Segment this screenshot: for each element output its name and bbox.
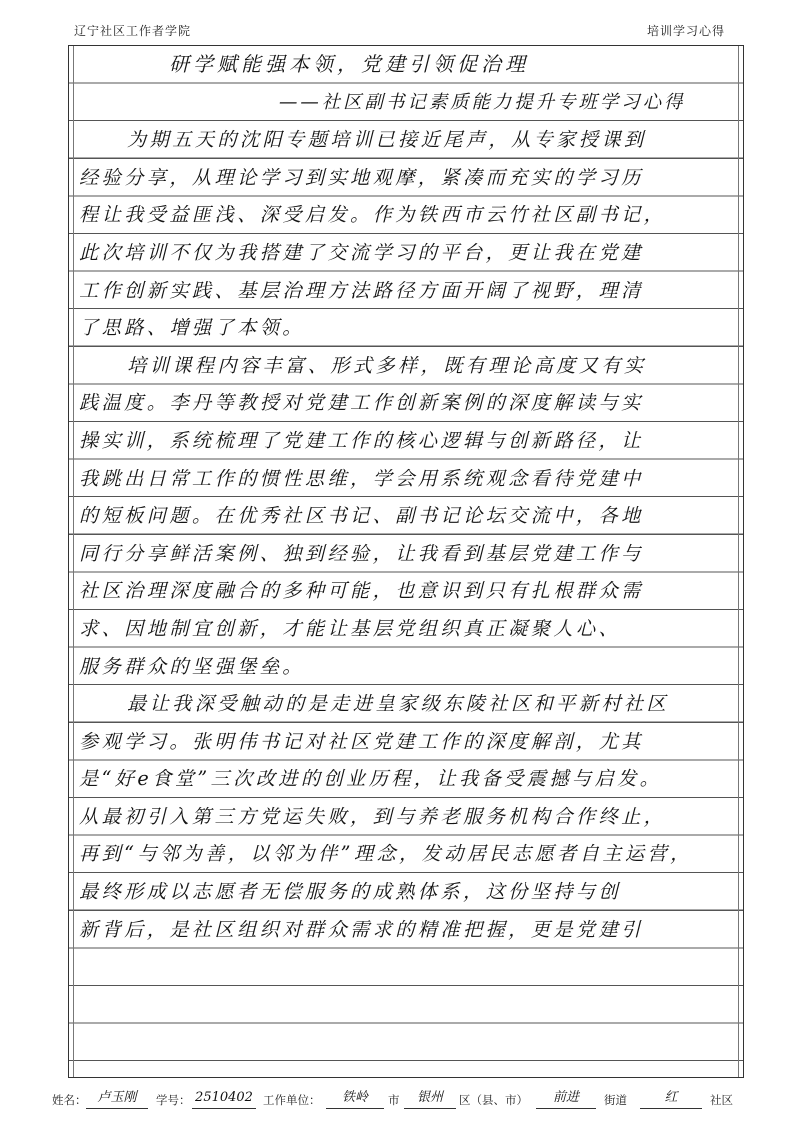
essay-body xyxy=(69,46,743,948)
student-info-footer xyxy=(0,1088,799,1112)
essay-line: 同行分享鲜活案例、独到经验，让我看到基层党建工作与 xyxy=(79,541,644,565)
street-label: 街道 xyxy=(604,1093,627,1107)
name-field: 卢玉刚 xyxy=(86,1088,148,1109)
community-field: 红 xyxy=(640,1088,702,1109)
street-field: 前进 xyxy=(536,1088,596,1109)
essay-line: 求、因地制宜创新，才能让基层党组织真正凝聚人心、 xyxy=(79,616,622,640)
essay-subtitle: ——社区副书记素质能力提升专班学习心得 xyxy=(279,91,686,113)
essay-line: 此次培训不仅为我搭建了交流学习的平台，更让我在党建 xyxy=(79,240,644,264)
essay-line: 践温度。李丹等教授对党建工作创新案例的深度解读与实 xyxy=(79,391,644,415)
student-id-field: 2510402 xyxy=(192,1088,256,1109)
essay-line: 培训课程内容丰富、形式多样，既有理论高度又有实 xyxy=(127,353,647,377)
document-type: 培训学习心得 xyxy=(646,24,725,38)
essay-line: 程让我受益匪浅、深受启发。作为铁西市云竹社区副书记， xyxy=(79,203,667,227)
city-label: 市 xyxy=(388,1093,400,1107)
essay-line: 社区治理深度融合的多种可能，也意识到只有扎根群众需 xyxy=(79,579,644,603)
name-label: 姓名： xyxy=(52,1093,87,1107)
work-unit-label: 工作单位： xyxy=(263,1093,321,1107)
essay-line: 最让我深受触动的是走进皇家级东陵社区和平新村社区 xyxy=(127,692,670,716)
essay-line: 再到“与邻为善，以邻为伴”理念，发动居民志愿者自主运营， xyxy=(79,842,693,866)
essay-line: 的短板问题。在优秀社区书记、副书记论坛交流中，各地 xyxy=(79,504,644,528)
essay-line: 服务群众的坚强堡垒。 xyxy=(79,654,305,678)
lined-writing-sheet xyxy=(68,45,744,1078)
page-header xyxy=(0,22,799,42)
essay-line: 工作创新实践、基层治理方法路径方面开阔了视野，理清 xyxy=(79,278,644,302)
essay-line: 操实训，系统梳理了党建工作的核心逻辑与创新路径，让 xyxy=(79,428,644,452)
essay-line: 参观学习。张明伟书记对社区党建工作的深度解剖，尤其 xyxy=(79,729,644,753)
essay-line: 为期五天的沈阳专题培训已接近尾声，从专家授课到 xyxy=(127,128,647,152)
essay-line: 我跳出日常工作的惯性思维，学会用系统观念看待党建中 xyxy=(79,466,644,490)
student-id-label: 学号： xyxy=(156,1093,191,1107)
city-field: 铁岭 xyxy=(326,1088,384,1109)
essay-line: 经验分享，从理论学习到实地观摩，紧凑而充实的学习历 xyxy=(79,165,644,189)
essay-line: 从最初引入第三方党运失败，到与养老服务机构合作终止， xyxy=(79,804,667,828)
district-label: 区（县、市） xyxy=(459,1093,528,1107)
essay-line: 了思路、增强了本领。 xyxy=(79,316,305,340)
essay-title: 研学赋能强本领，党建引领促治理 xyxy=(169,52,529,76)
community-label: 社区 xyxy=(710,1093,733,1107)
district-field: 银州 xyxy=(404,1088,456,1109)
essay-line: 是“好e食堂”三次改进的创业历程，让我备受震撼与启发。 xyxy=(79,767,663,791)
essay-line: 新背后，是社区组织对群众需求的精准把握，更是党建引 xyxy=(79,917,644,941)
essay-line: 最终形成以志愿者无偿服务的成熟体系，这份坚持与创 xyxy=(79,880,622,904)
institution-name: 辽宁社区工作者学院 xyxy=(74,24,192,38)
